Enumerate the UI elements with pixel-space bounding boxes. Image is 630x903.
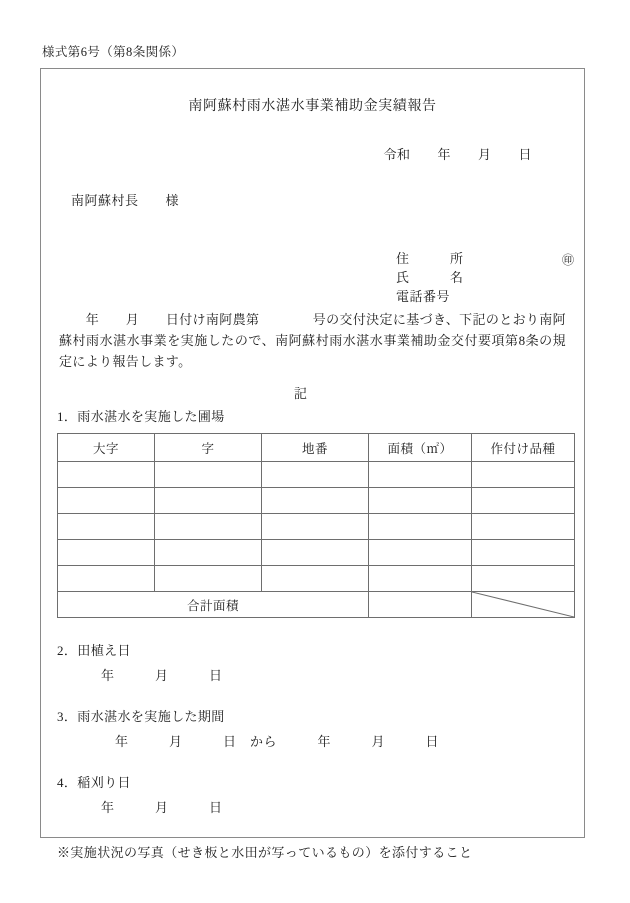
- cell-variety[interactable]: [472, 514, 575, 540]
- column-header-variety: 作付け品種: [472, 434, 575, 462]
- total-area-label: 合計面積: [58, 592, 369, 618]
- applicant-phone-row: [366, 270, 568, 304]
- page-title: 南阿蘇村雨水湛水事業補助金実績報告: [188, 99, 437, 114]
- struck-out-cell: [472, 592, 575, 618]
- cell-chiban[interactable]: [262, 540, 369, 566]
- section-3-heading: 3．雨水湛水を実施した期間: [57, 709, 225, 725]
- cell-chiban[interactable]: [262, 514, 369, 540]
- cell-variety[interactable]: [472, 488, 575, 514]
- ki-marker: 記: [293, 386, 307, 402]
- cell-oaza[interactable]: [58, 462, 155, 488]
- cell-oaza[interactable]: [58, 488, 155, 514]
- body-paragraph: 年 月 日付け南阿農第 号の交付決定に基づき、下記のとおり南阿蘇村雨水湛水事業を実施したので、南阿蘇村雨水湛水事業補助金交付要項第8条の規定により報告します。: [59, 312, 566, 370]
- applicant-address-row: [366, 232, 568, 266]
- column-header-oaza: 大字: [58, 434, 155, 462]
- cell-area[interactable]: [369, 488, 472, 514]
- cell-aza[interactable]: [155, 540, 262, 566]
- applicant-name-row: [366, 251, 575, 285]
- cell-variety[interactable]: [472, 540, 575, 566]
- table-total-row: [58, 592, 575, 618]
- seal-stamp-icon: ㊞: [562, 253, 575, 267]
- table-row: [58, 488, 575, 514]
- cell-aza[interactable]: [155, 566, 262, 592]
- cell-chiban[interactable]: [262, 566, 369, 592]
- cell-area[interactable]: [369, 462, 472, 488]
- footnote-note: ※実施状況の写真（せき板と水田が写っているもの）を添付すること: [57, 845, 473, 861]
- cell-oaza[interactable]: [58, 514, 155, 540]
- cell-area[interactable]: [369, 540, 472, 566]
- section-4-date-blank[interactable]: 年 月 日: [101, 800, 223, 816]
- cell-aza[interactable]: [155, 462, 262, 488]
- applicant-name-label: 氏 名: [396, 270, 464, 285]
- cell-area[interactable]: [369, 514, 472, 540]
- cell-area[interactable]: [369, 566, 472, 592]
- table-header-row: [58, 434, 575, 462]
- section-2-date-blank[interactable]: 年 月 日: [101, 668, 223, 684]
- section-3-period-blank[interactable]: 年 月 日 から 年 月 日: [115, 734, 440, 750]
- cell-variety[interactable]: [472, 566, 575, 592]
- cell-oaza[interactable]: [58, 566, 155, 592]
- form-number: 様式第6号（第8条関係）: [42, 45, 185, 59]
- table-row: [58, 540, 575, 566]
- plot-table: [57, 433, 575, 618]
- column-header-area: 面積（㎡）: [369, 434, 472, 462]
- addressee-line: 南阿蘇村長 様: [71, 193, 180, 208]
- applicant-phone-label: 電話番号: [396, 289, 451, 304]
- section-2-heading: 2．田植え日: [57, 643, 131, 659]
- cell-variety[interactable]: [472, 462, 575, 488]
- date-line: 令和 年 月 日: [383, 147, 532, 162]
- applicant-address-label: 住 所: [396, 251, 464, 266]
- column-header-aza: 字: [155, 434, 262, 462]
- document-frame: [40, 68, 585, 861]
- cell-aza[interactable]: [155, 488, 262, 514]
- section-4-heading: 4．稲刈り日: [57, 775, 131, 791]
- applicant-block: [57, 232, 575, 304]
- column-header-chiban: 地番: [262, 434, 369, 462]
- table-row: [58, 462, 575, 488]
- cell-aza[interactable]: [155, 514, 262, 540]
- table-row: [58, 566, 575, 592]
- table-row: [58, 514, 575, 540]
- section-1-heading: 1．雨水湛水を実施した圃場: [57, 409, 225, 425]
- cell-chiban[interactable]: [262, 488, 369, 514]
- cell-chiban[interactable]: [262, 462, 369, 488]
- cell-oaza[interactable]: [58, 540, 155, 566]
- document-body: [41, 69, 584, 861]
- total-area-value[interactable]: [369, 592, 472, 618]
